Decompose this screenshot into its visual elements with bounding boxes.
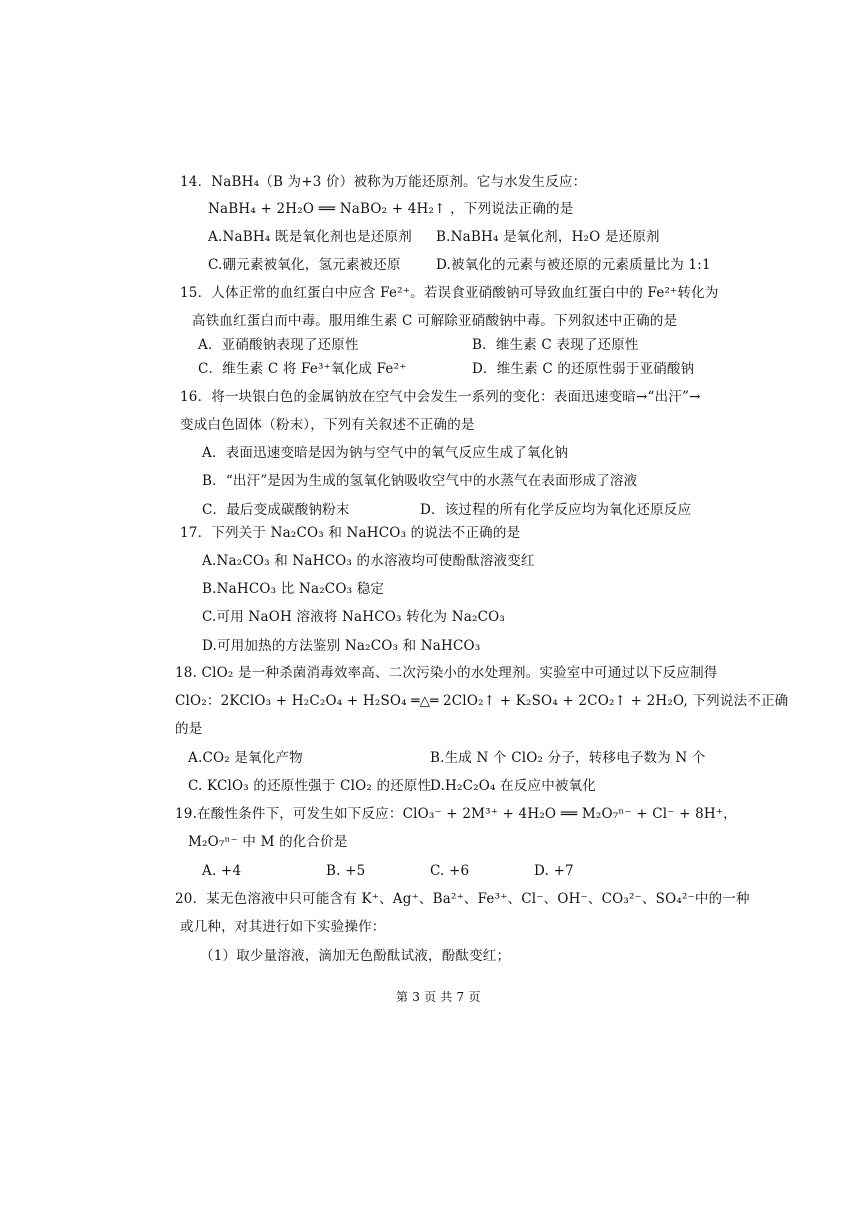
question-15-stem-line-2: 高铁血红蛋白而中毒。服用维生素 C 可解除亚硝酸钠中毒。下列叙述中正确的是: [192, 313, 678, 329]
question-15-option-d: D．维生素 C 的还原性弱于亚硝酸钠: [472, 361, 695, 377]
question-15-option-a: A．亚硝酸钠表现了还原性: [198, 337, 359, 353]
question-18-option-c: C. KClO₃ 的还原性强于 ClO₂ 的还原性: [188, 778, 432, 794]
question-14-option-d: D.被氧化的元素与被还原的元素质量比为 1:1: [436, 257, 711, 273]
question-14-option-a: A.NaBH₄ 既是氧化剂也是还原剂: [208, 229, 412, 245]
question-16-stem-line-1: 16．将一块银白色的金属钠放在空气中会发生一系列的变化：表面迅速变暗→“出汗”→: [180, 389, 701, 405]
question-19-option-b: B. +5: [326, 863, 366, 879]
question-19-option-a: A. +4: [202, 863, 242, 879]
question-16-option-b: B．“出汗”是因为生成的氢氧化钠吸收空气中的水蒸气在表面形成了溶液: [202, 473, 638, 489]
question-17-option-b: B.NaHCO₃ 比 Na₂CO₃ 稳定: [202, 581, 385, 597]
question-15-option-b: B．维生素 C 表现了还原性: [472, 337, 639, 353]
question-15-option-c: C．维生素 C 将 Fe³⁺氧化成 Fe²⁺: [198, 361, 407, 377]
question-14-stem: 14．NaBH₄（B 为+3 价）被称为万能还原剂。它与水发生反应：: [180, 174, 587, 190]
question-16-option-c: C．最后变成碳酸钠粉末: [202, 502, 350, 518]
question-20-stem-line-1: 20．某无色溶液中只可能含有 K⁺、Ag⁺、Ba²⁺、Fe³⁺、Cl⁻、OH⁻、CO₃²⁻、SO₄²⁻中的一种: [175, 891, 750, 907]
question-19-option-d: D. +7: [534, 863, 574, 879]
question-18-option-d: D.H₂C₂O₄ 在反应中被氧化: [430, 778, 597, 794]
question-18-option-a: A.CO₂ 是氧化产物: [188, 750, 303, 766]
question-18-option-b: B.生成 N 个 ClO₂ 分子，转移电子数为 N 个: [430, 750, 706, 766]
question-15-stem-line-1: 15．人体正常的血红蛋白中应含 Fe²⁺。若误食亚硝酸钠可导致血红蛋白中的 Fe²⁺转化为: [180, 285, 719, 301]
question-16-stem-line-2: 变成白色固体（粉末），下列有关叙述不正确的是: [180, 417, 475, 433]
question-17-option-a: A.Na₂CO₃ 和 NaHCO₃ 的水溶液均可使酚酞溶液变红: [202, 553, 535, 569]
question-14-option-c: C.硼元素被氧化，氢元素被还原: [208, 257, 401, 273]
question-17-option-d: D.可用加热的方法鉴别 Na₂CO₃ 和 NaHCO₃: [202, 638, 481, 654]
question-18-stem-line-2: ClO₂：2KClO₃ + H₂C₂O₄ + H₂SO₄ ═△═ 2ClO₂↑ + K₂SO₄ + 2CO₂↑ + 2H₂O, 下列说法不正确: [175, 693, 789, 709]
question-18-stem-line-3: 的是: [175, 721, 203, 737]
question-17-stem: 17．下列关于 Na₂CO₃ 和 NaHCO₃ 的说法不正确的是: [180, 525, 521, 541]
question-20-stem-line-2: 或几种，对其进行如下实验操作：: [180, 919, 386, 935]
question-14-equation: NaBH₄ + 2H₂O ══ NaBO₂ + 4H₂↑ ，下列说法正确的是: [208, 201, 574, 217]
page-number-footer: 第 3 页 共 7 页: [396, 990, 481, 1004]
question-14-option-b: B.NaBH₄ 是氧化剂，H₂O 是还原剂: [436, 229, 660, 245]
question-17-option-c: C.可用 NaOH 溶液将 NaHCO₃ 转化为 Na₂CO₃: [202, 609, 506, 625]
question-19-stem-line-2: M₂O₇ⁿ⁻ 中 M 的化合价是: [188, 834, 348, 850]
question-16-option-d: D．该过程的所有化学反应均为氧化还原反应: [420, 502, 692, 518]
question-19-stem-line-1: 19.在酸性条件下，可发生如下反应：ClO₃⁻ + 2M³⁺ + 4H₂O ══ M₂O₇ⁿ⁻ + Cl⁻ + 8H⁺，: [175, 806, 737, 822]
question-20-step-1: （1）取少量溶液，滴加无色酚酞试液，酚酞变红；: [200, 948, 511, 964]
question-18-stem-line-1: 18. ClO₂ 是一种杀菌消毒效率高、二次污染小的水处理剂。实验室中可通过以下反应制得: [175, 665, 718, 681]
question-19-option-c: C. +6: [430, 863, 470, 879]
question-16-option-a: A．表面迅速变暗是因为钠与空气中的氧气反应生成了氧化钠: [202, 445, 569, 461]
